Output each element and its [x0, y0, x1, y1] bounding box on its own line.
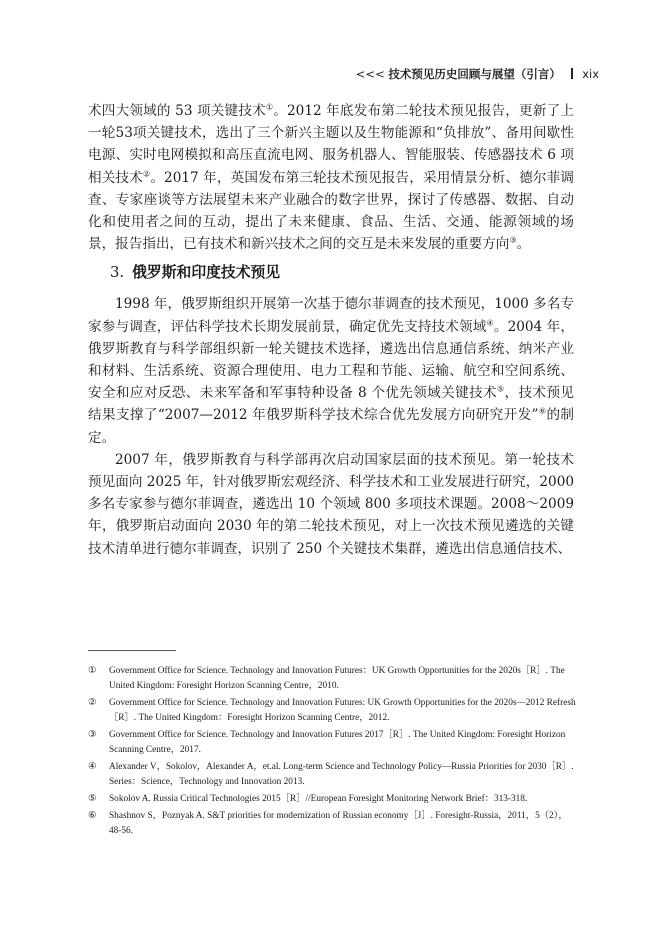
- footnote: [88, 809, 576, 839]
- paragraph-text: 。2012 年底发布第二轮技术预见报告，更新了上一轮53项关键技术，选出了三个新兴主题以及生物能源和“负排放”、备用间歇性电源、实时电网模拟和高压直流电网、服务机器人、智能服装、传感器技术 6 项相关技术: [88, 103, 574, 186]
- footnote-reference[interactable]: ③: [509, 235, 517, 245]
- footnote-reference[interactable]: ②: [142, 169, 151, 179]
- footnote: [88, 696, 576, 726]
- paragraph-group-russia: [88, 293, 574, 559]
- footnote-mark: ⑥: [88, 811, 97, 821]
- footnote-mark: ②: [88, 698, 97, 708]
- main-text: [88, 100, 574, 560]
- footnote-text: Government Office for Science. Technology and Innovation Futures：UK Growth Opportunities for the 2020s［R］. The United Kingdom: Foresight Horizon Scanning Centre，2010.: [109, 666, 565, 691]
- paragraph-group-intro: [88, 100, 574, 255]
- header-divider: [571, 68, 573, 79]
- paragraph-text: 。: [516, 236, 531, 253]
- footnote-mark: ④: [88, 762, 97, 772]
- paragraph-text: ，技术预见结果支撑了“2007—2012 年俄罗斯科学技术综合优先发展方向研究开发”: [88, 385, 575, 424]
- footnote-reference[interactable]: ⑤: [497, 384, 505, 394]
- footnote-reference[interactable]: ①: [265, 102, 274, 112]
- footnote-text: Shashnov S，Poznyak A. S&T priorities for modernization of Russian economy［J］. Foresight-Russia，2011，5（2），48-56.: [109, 811, 568, 836]
- footnote-text: Government Office for Science. Technology and Innovation Futures: UK Growth Opportunities for the 2020s—2012 Refresh［R］. The United Kingdom：Foresight Horizon Scanning Centre，2012.: [109, 698, 576, 723]
- footnote: [88, 760, 576, 790]
- paragraph-text: 。2017 年，英国发布第三轮技术预见报告，采用情景分析、德尔菲调查、专家座谈等方法展望未来产业融合的数字世界，探讨了传感器、数据、自动化和使用者之间的互动，提出了未来健康、食品、生活、交通、能源领域的场景，报告指出，已有技术和新兴技术之间的交互是未来发展的重要方向: [88, 169, 575, 253]
- page-number: xix: [582, 67, 599, 81]
- section-number: 3.: [110, 264, 125, 282]
- footnote-mark: ⑤: [88, 794, 97, 804]
- header-chevrons: <<<: [355, 67, 385, 81]
- footnote: [88, 664, 576, 694]
- section-title: 俄罗斯和印度技术预见: [132, 264, 281, 282]
- footnote-mark: ①: [88, 666, 97, 676]
- paragraph-text: 2007 年，俄罗斯教育与科学部再次启动国家层面的技术预见。第一轮技术预见面向 2025 年，针对俄罗斯宏观经济、科学技术和工业发展进行研究，2000 多名专家参与德尔菲调查，遴选出 10 个领域 800 多项技术课题。2008～2009 年，俄罗斯启动面向 2030 年的第二轮技术预见，对上一次技术预见遴选的关键技术清单进行德尔菲调查，识别了 250 个关键技术集群，遴选出信息通信技术、: [88, 451, 574, 557]
- footnote-text: Government Office for Science. Technology and Innovation Futures 2017［R］. The United Kingdom: Foresight Horizon Scanning Centre，2017.: [109, 730, 566, 755]
- footnote-text: Sokolov A. Russia Critical Technologies 2015［R］//European Foresight Monitoring Network Brief：313-318.: [109, 794, 528, 804]
- footnote: [88, 792, 576, 807]
- section-heading: [110, 263, 574, 283]
- paragraph-text: 1998 年，俄罗斯组织开展第一次基于德尔菲调查的技术预见，1000 多名专家参与调查，评估科学技术长期发展前景，确定优先支持技术领域: [88, 296, 574, 335]
- footnote-reference[interactable]: ⑥: [538, 406, 547, 416]
- header-title: 技术预见历史回顾与展望（引言）: [388, 67, 561, 81]
- footnotes: [88, 664, 576, 841]
- paragraph: [88, 293, 574, 448]
- paragraph: [88, 100, 574, 255]
- running-header: [356, 66, 599, 82]
- paragraph-text: 。2004 年，俄罗斯教育与科学部组织新一轮关键技术选择，遴选出信息通信系统、纳米产业和材料、生活系统、资源合理使用、电力工程和节能、运输、航空和空间系统、安全和应对反恐、未来军备和军事特种设备 8 个优先领域关键技术: [88, 318, 575, 402]
- paragraph-text: 的制定。: [88, 407, 574, 446]
- footnote-reference[interactable]: ④: [486, 318, 494, 328]
- paragraph: [88, 449, 574, 560]
- footnote-divider: [88, 650, 176, 651]
- footnote: [88, 728, 576, 758]
- footnote-mark: ③: [88, 730, 97, 740]
- paragraph-text: 术四大领域的 53 项关键技术: [88, 103, 266, 119]
- footnote-text: Alexander V，Sokolov，Alexander A，et.al. Long-term Science and Technology Policy—Russia Priorities for 2030［R］. Series：Science，Technology and Innovation 2013.: [109, 762, 574, 787]
